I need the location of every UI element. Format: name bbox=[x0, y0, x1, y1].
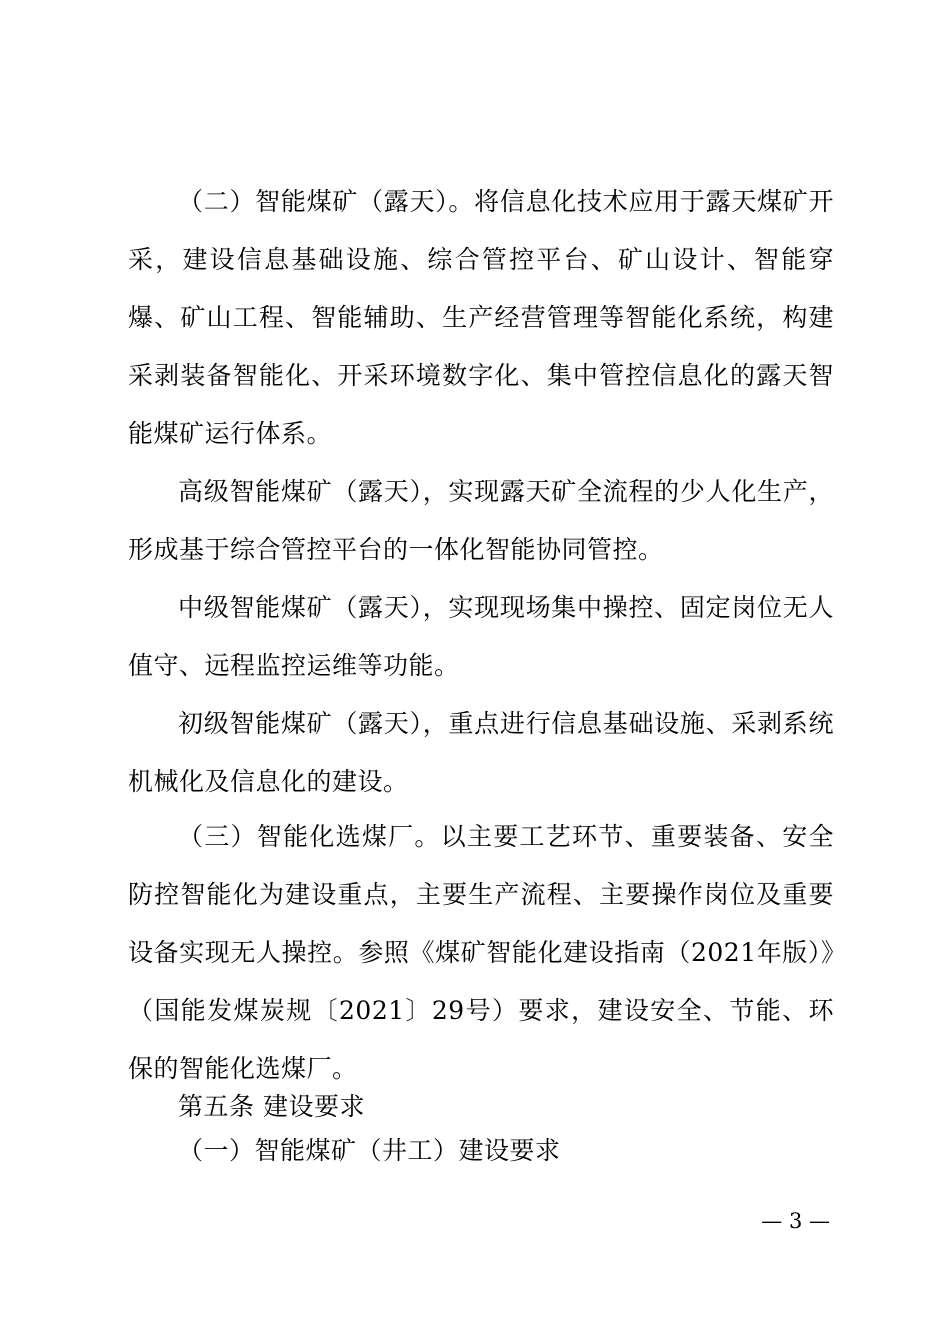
paragraph-open-pit-mine: （二）智能煤矿（露天）。将信息化技术应用于露天煤矿开采，建设信息基础设施、综合管控平台、矿山设计、智能穿爆、矿山工程、智能辅助、生产经营管理等智能化系统，构建采剥装备智能化、开采环境数字化、集中管控信息化的露天智能煤矿运行体系。 bbox=[128, 187, 834, 448]
section-heading: （一）智能煤矿（井工）建设要求 bbox=[178, 1136, 561, 1165]
article-heading: 第五条 建设要求 bbox=[178, 1092, 365, 1121]
paragraph-primary-level: 初级智能煤矿（露天），重点进行信息基础设施、采剥系统机械化及信息化的建设。 bbox=[128, 709, 834, 796]
paragraph-advanced-level: 高级智能煤矿（露天），实现露天矿全流程的少人化生产，形成基于综合管控平台的一体化智能协同管控。 bbox=[128, 477, 834, 564]
paragraph-coal-preparation-plant: （三）智能化选煤厂。以主要工艺环节、重要装备、安全防控智能化为建设重点，主要生产流程、主要操作岗位及重要设备实现无人操控。参照《煤矿智能化建设指南（2021年版）》（国能发煤炭规〔2021〕29号）要求，建设安全、节能、环保的智能化选煤厂。 bbox=[128, 822, 834, 1083]
page-number: — 3 — bbox=[761, 1209, 830, 1233]
paragraph-intermediate-level: 中级智能煤矿（露天），实现现场集中操控、固定岗位无人值守、远程监控运维等功能。 bbox=[128, 593, 834, 680]
